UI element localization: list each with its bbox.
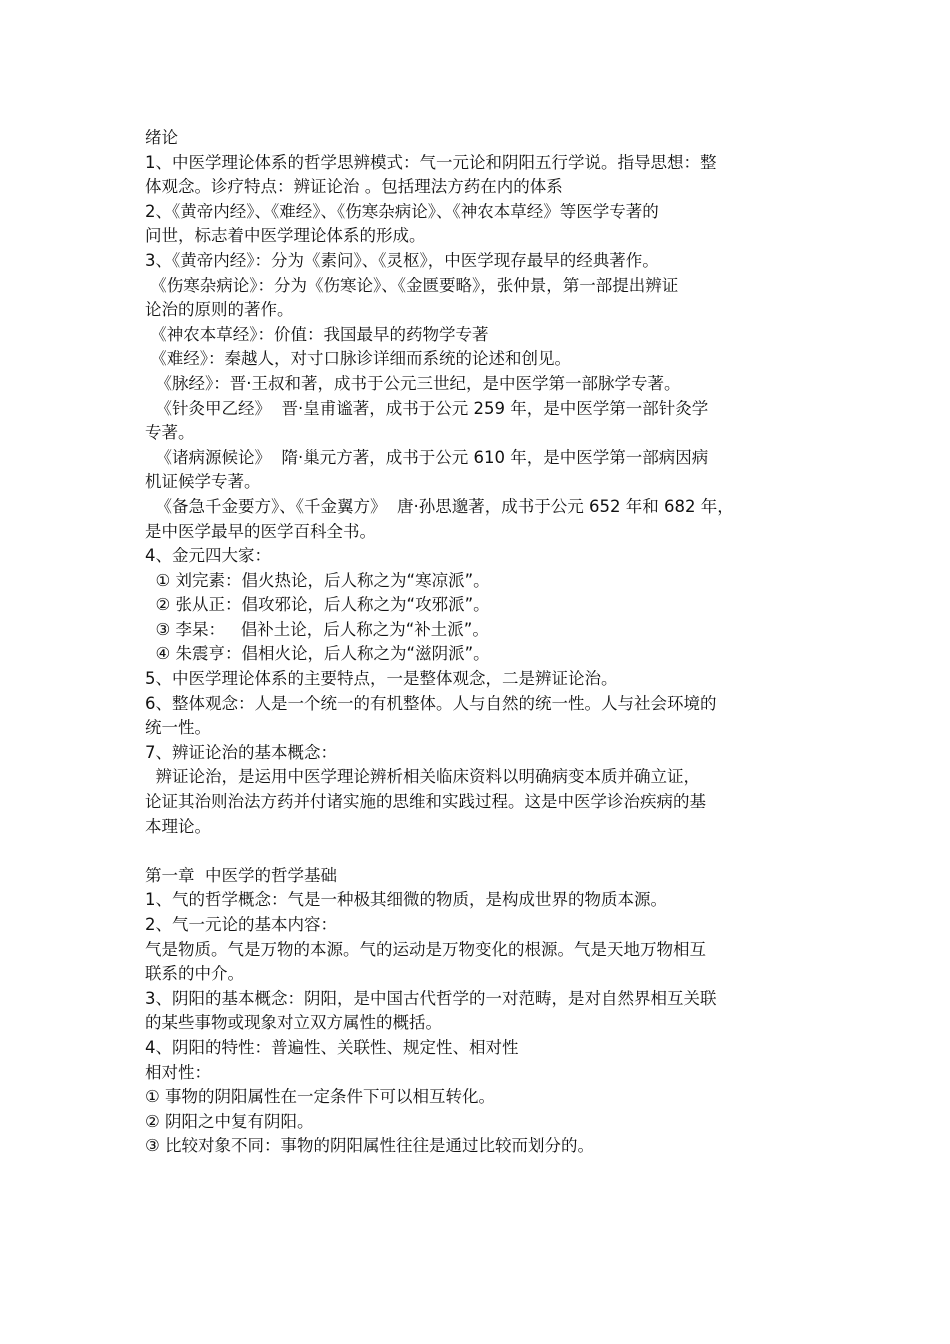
text-line: 4、金元四大家： [145, 546, 271, 566]
text-line: ② 张从正：倡攻邪论，后人称之为“攻邪派”。 [145, 595, 490, 615]
text-line: 1、中医学理论体系的哲学思辨模式：气一元论和阴阳五行学说。指导思想：整 [145, 152, 717, 172]
text-line: 《难经》：秦越人，对寸口脉诊详细而系统的论述和创见。 [145, 349, 571, 369]
text-line: 2、《黄帝内经》、《难经》、《伤寒杂病论》、《神农本草经》等医学专著的 [145, 201, 659, 221]
text-line: ① 事物的阴阳属性在一定条件下可以相互转化。 [145, 1087, 496, 1107]
text-line: 2、气一元论的基本内容： [145, 915, 337, 934]
text-line: 《诸病源候论》 隋·巢元方著，成书于公元 610 年，是中医学第一部病因病 [145, 447, 709, 467]
text-line: 相对性： [145, 1062, 211, 1082]
text-line: 《神农本草经》：价值：我国最早的药物学专著 [145, 324, 489, 344]
text-line: 统一性。 [145, 718, 211, 738]
text-line: ③ 李杲： 倡补土论，后人称之为“补土派”。 [145, 619, 489, 639]
text-line: 绪论 [145, 128, 178, 147]
text-line: 4、阴阳的特性：普遍性、关联性、规定性、相对性 [145, 1037, 519, 1057]
text-line: 是中医学最早的医学百科全书。 [145, 521, 376, 541]
text-line: 3、《黄帝内经》：分为《素问》、《灵枢》，中医学现存最早的经典著作。 [145, 250, 659, 270]
text-line: 机证候学专著。 [145, 472, 261, 492]
blank-line [145, 839, 815, 864]
chapter-heading: 第一章 中医学的哲学基础 [145, 865, 337, 885]
text-line: ③ 比较对象不同：事物的阴阳属性往往是通过比较而划分的。 [145, 1136, 595, 1156]
text-line: ① 刘完素：倡火热论，后人称之为“寒凉派”。 [145, 570, 490, 590]
text-line: 5、中医学理论体系的主要特点，一是整体观念，二是辨证论治。 [145, 669, 618, 689]
text-line: 3、阴阳的基本概念：阴阳，是中国古代哲学的一对范畴，是对自然界相互关联 [145, 988, 717, 1008]
text-line: 气是物质。气是万物的本源。气的运动是万物变化的根源。气是天地万物相互 [145, 939, 706, 959]
text-line: 1、气的哲学概念：气是一种极其细微的物质，是构成世界的物质本源。 [145, 890, 667, 910]
text-line: 7、辨证论治的基本概念： [145, 742, 337, 762]
text-line: ④ 朱震亨：倡相火论，后人称之为“滋阴派”。 [145, 644, 490, 664]
text-line: 专著。 [145, 423, 195, 443]
text-line: 论证其治则治法方药并付诸实施的思维和实践过程。这是中医学诊治疾病的基 [145, 792, 706, 812]
text-line: 问世，标志着中医学理论体系的形成。 [145, 226, 426, 246]
text-line: 《针灸甲乙经》 晋·皇甫谧著，成书于公元 259 年，是中医学第一部针灸学 [145, 398, 709, 418]
text-line: ② 阴阳之中复有阴阳。 [145, 1111, 314, 1131]
text-line: 的某些事物或现象对立双方属性的概括。 [145, 1013, 442, 1033]
text-line: 《备急千金要方》、《千金翼方》 唐·孙思邈著，成书于公元 652 年和 682 年， [145, 496, 734, 516]
text-line: 《脉经》：晋·王叔和著，成书于公元三世纪，是中医学第一部脉学专著。 [145, 373, 681, 393]
text-line: 《伤寒杂病论》：分为《伤寒论》、《金匮要略》，张仲景，第一部提出辨证 [145, 275, 679, 295]
text-line: 论治的原则的著作。 [145, 300, 294, 320]
text-line: 联系的中介。 [145, 964, 244, 984]
text-line: 体观念。诊疗特点：辨证论治 。包括理法方药在内的体系 [145, 177, 563, 197]
text-line: 本理论。 [145, 816, 211, 836]
text-line: 辨证论治，是运用中医学理论辨析相关临床资料以明确病变本质并确立证， [145, 767, 700, 787]
text-line: 6、整体观念：人是一个统一的有机整体。人与自然的统一性。人与社会环境的 [145, 693, 717, 713]
document-page [145, 126, 815, 1159]
